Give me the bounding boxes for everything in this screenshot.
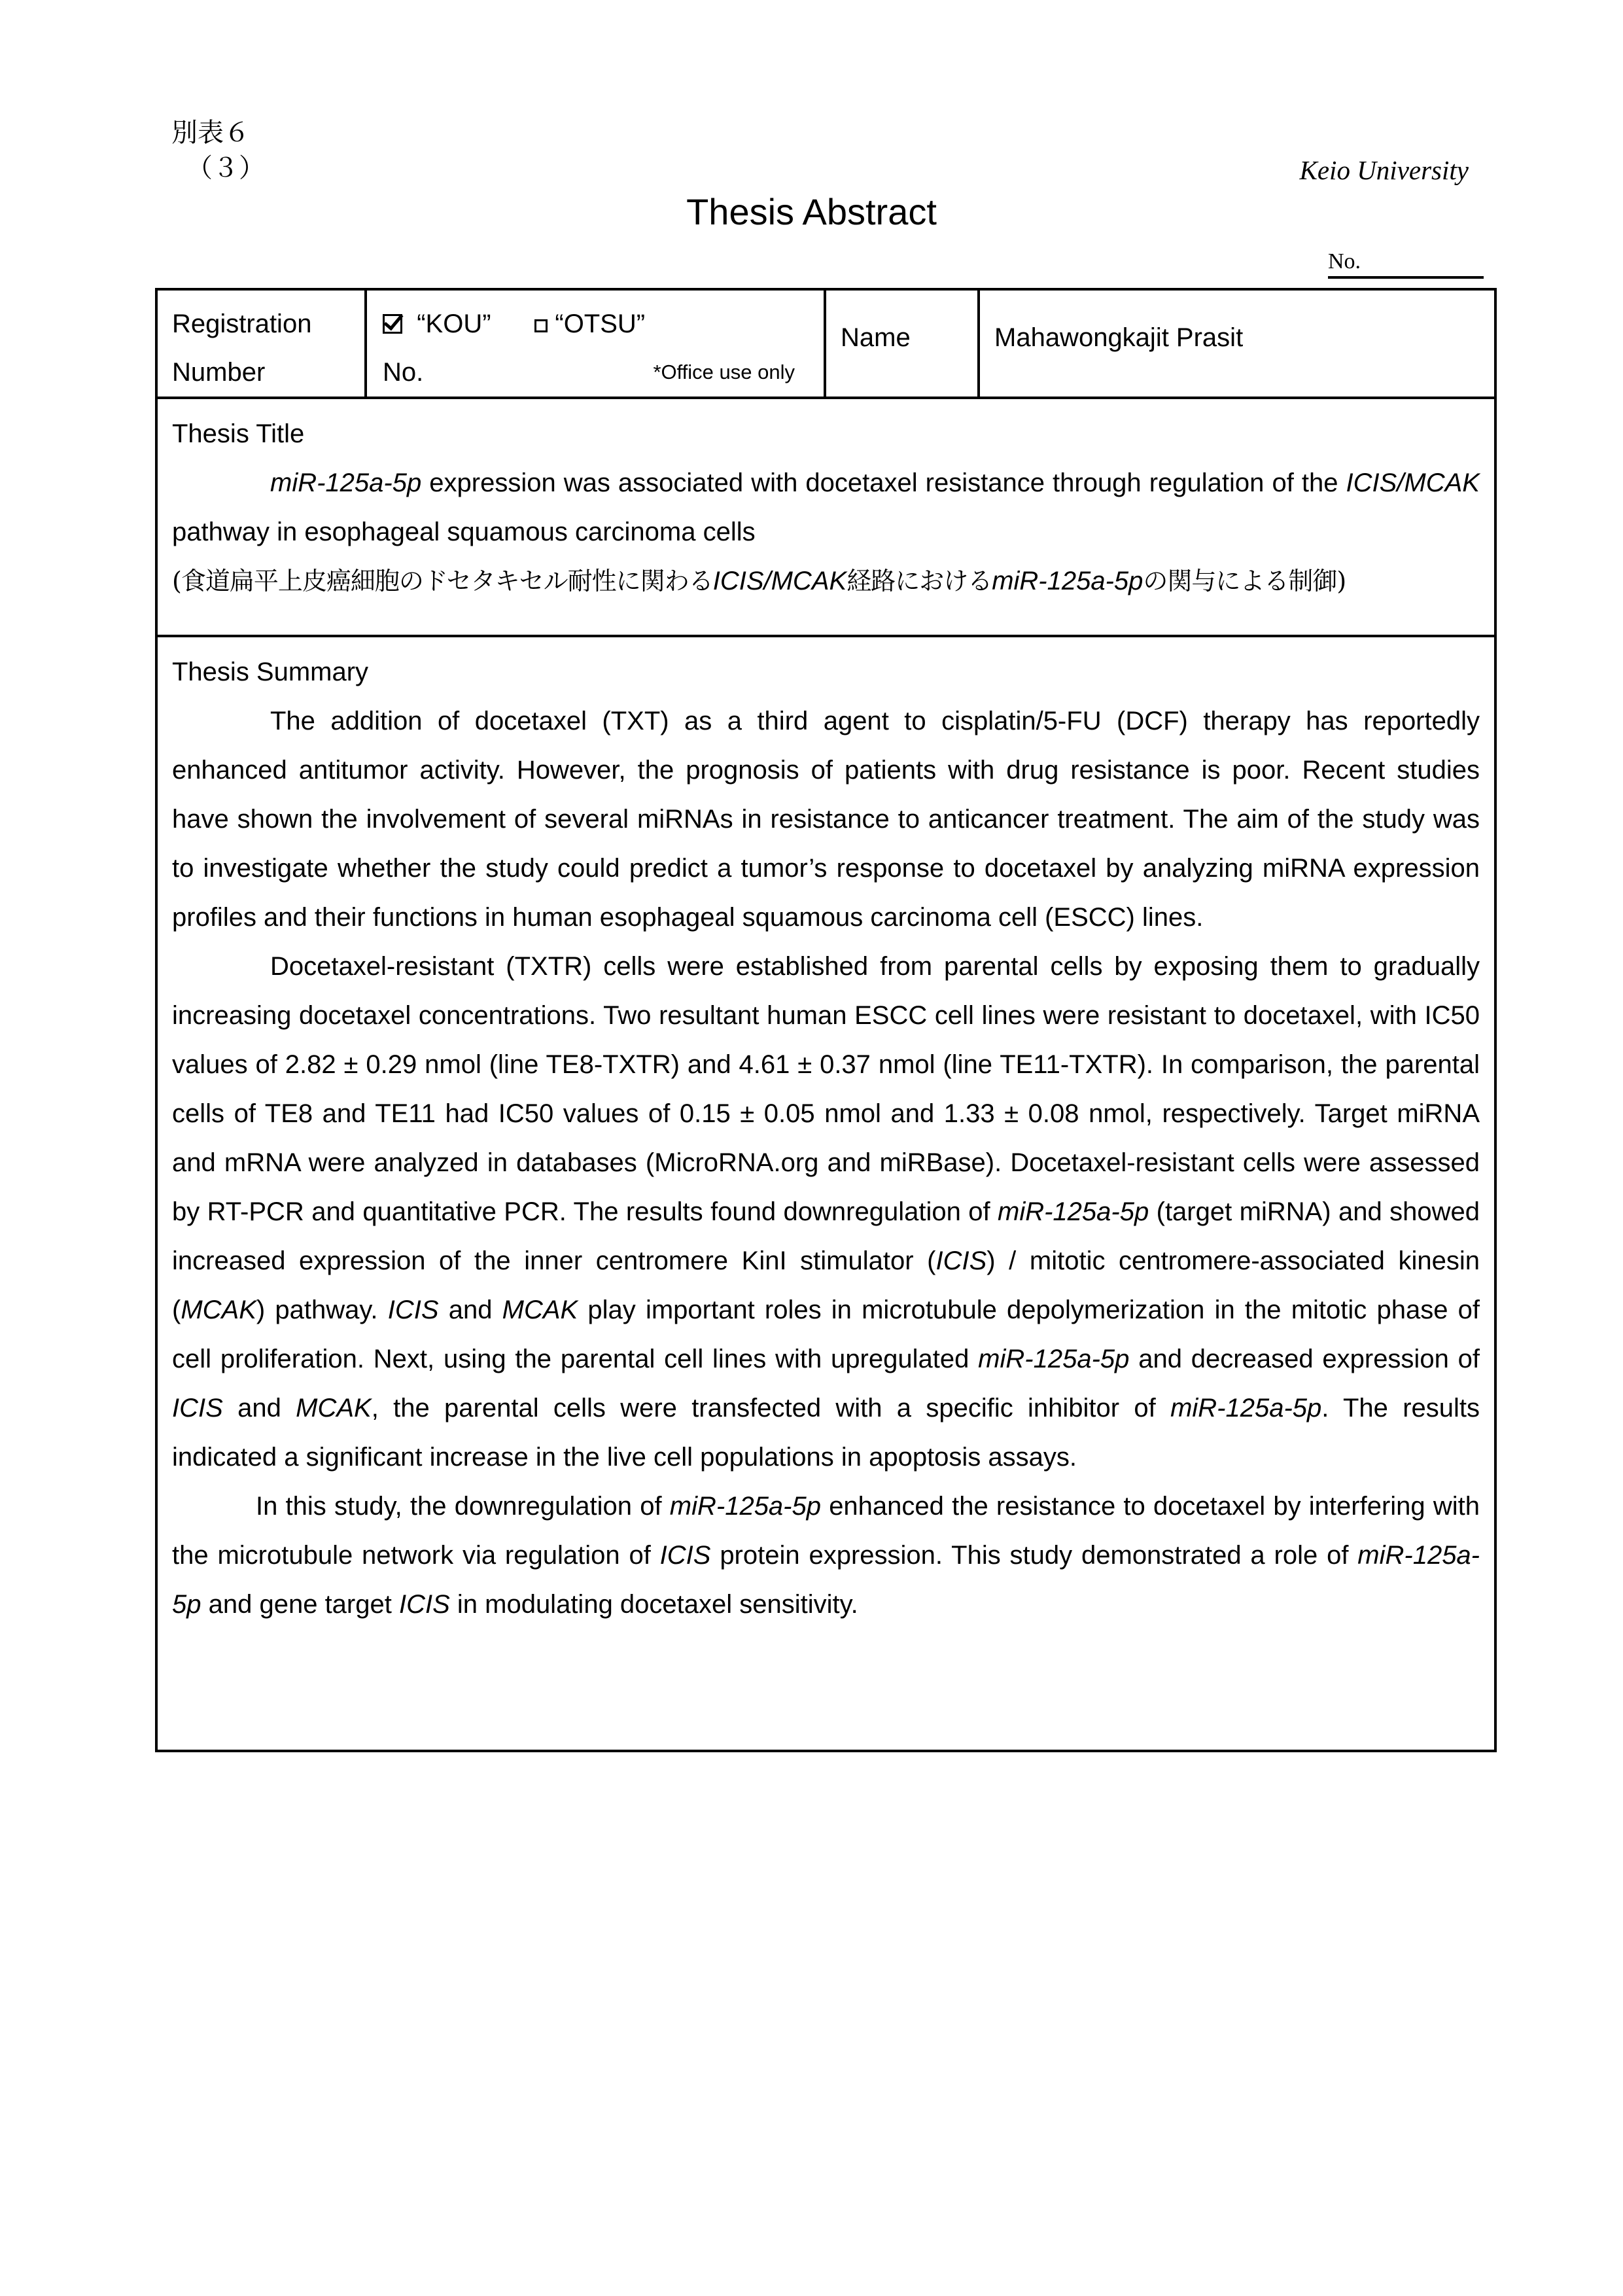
title-text: expression was associated with docetaxel resistance through regulation of the xyxy=(421,468,1346,497)
text: Docetaxel-resistant (TXTR) cells were established from parental cells by exposing them to gradually increasing docetaxel concentrations. Two resultant human ESCC cell lines were resistant to docetaxel, with IC50 values of 2.82 ± 0.29 nmol (line TE8-TXTR) and 4.61 ± 0.37 nmol (line TE11-TXTR). In comparison, the parental cells of TE8 and TE11 had IC50 values of 0.15 ± 0.05 nmol and 1.33 ± 0.08 nmol, respectively. Target miRNA and mRNA were analyzed in databases (MicroRNA.org and miRBase). Docetaxel-resistant cells were assessed by RT-PCR and quantitative PCR. The results found downregulation of xyxy=(172,952,1480,1226)
kou-label: “KOU” xyxy=(417,309,491,338)
thesis-title-row xyxy=(156,398,1495,636)
university-name: Keio University xyxy=(1299,155,1469,185)
kou-checkbox-checked-icon[interactable] xyxy=(383,314,402,334)
registration-label-line1: Registration xyxy=(172,309,312,338)
document-title: Thesis Abstract xyxy=(686,191,937,232)
name-label-cell xyxy=(825,289,979,398)
gene-name: ICIS xyxy=(398,1590,450,1619)
name-value: Mahawongkajit Prasit xyxy=(994,323,1244,352)
title-jp-text: の関与による制御) xyxy=(1143,567,1346,595)
document-number-field[interactable] xyxy=(1328,247,1484,279)
text: protein expression. This study demonstrated a role of xyxy=(710,1541,1358,1570)
registration-value-cell xyxy=(366,289,825,398)
name-label: Name xyxy=(841,323,911,352)
gene-name: ICIS xyxy=(172,1394,223,1422)
text: In this study, the downregulation of xyxy=(256,1492,670,1521)
pathway-name: ICIS/MCAK xyxy=(1346,468,1480,497)
gene-name: miR-125a-5p xyxy=(992,567,1143,595)
gene-name: MCAK xyxy=(296,1394,372,1422)
gene-name: miR-125a-5p xyxy=(669,1492,821,1521)
pathway-name: ICIS/MCAK xyxy=(712,567,847,595)
gene-name: miR-125a-5p xyxy=(270,468,422,497)
text: and decreased expression of xyxy=(1129,1345,1480,1373)
gene-name: miR-125a-5p xyxy=(978,1345,1130,1373)
text: ) pathway. xyxy=(256,1296,388,1324)
thesis-summary-label: Thesis Summary xyxy=(172,658,369,686)
summary-paragraph-1: The addition of docetaxel (TXT) as a third agent to cisplatin/5-FU (DCF) therapy has reportedly enhanced antitumor activity. However, the prognosis of patients with drug resistance is poor. Recent studies have shown the involvement of several miRNAs in resistance to anticancer treatment. The aim of the study was to investigate whether the study could predict a tumor’s response to docetaxel by analyzing miRNA expression profiles and their functions in human esophageal squamous carcinoma cell (ESCC) lines. xyxy=(172,707,1480,932)
title-jp-text: 経路における xyxy=(846,567,992,595)
thesis-title-cell xyxy=(156,398,1495,636)
gene-name: miR-125a-5p xyxy=(172,1541,1480,1619)
title-text: pathway in esophageal squamous carcinoma cells xyxy=(172,518,756,546)
thesis-summary-row xyxy=(156,636,1495,1751)
text: . The results indicated a significant increase in the live cell populations in apoptosis assays. xyxy=(172,1394,1480,1472)
gene-name: MCAK xyxy=(502,1296,578,1324)
text: and gene target xyxy=(201,1590,399,1619)
text: enhanced the resistance to docetaxel by interfering with the microtubule network via regulation of xyxy=(172,1492,1480,1570)
registration-row xyxy=(156,289,1495,398)
title-jp-text: (食道扁平上皮癌細胞のドセタキセル耐性に関わる xyxy=(172,567,713,595)
text: and xyxy=(438,1296,502,1324)
thesis-title-english xyxy=(172,459,1480,557)
text: play important roles in microtubule depolymerization in the mitotic phase of cell proliferation. Next, using the parental cell lines with upregulated xyxy=(172,1296,1480,1373)
registration-label-line2: Number xyxy=(172,358,266,387)
document-number-label: No. xyxy=(1328,249,1361,274)
form-subnumber: （３） xyxy=(186,153,265,183)
text: in modulating docetaxel sensitivity. xyxy=(449,1590,858,1619)
abstract-form-table xyxy=(155,288,1497,1752)
otsu-checkbox-icon[interactable] xyxy=(534,319,548,332)
name-value-cell xyxy=(979,289,1495,398)
registration-label-cell xyxy=(156,289,366,398)
registration-no-label: No. xyxy=(383,358,424,387)
gene-name: MCAK xyxy=(181,1296,256,1324)
gene-name: miR-125a-5p xyxy=(1170,1394,1322,1422)
text: (target miRNA) and showed increased expression of the inner centromere KinI stimulator ( xyxy=(172,1197,1480,1275)
thesis-title-label: Thesis Title xyxy=(172,419,305,448)
form-number: 別表６ xyxy=(171,118,250,148)
text: , the parental cells were transfected with a specific inhibitor of xyxy=(371,1394,1171,1422)
thesis-summary-cell xyxy=(156,636,1495,1751)
text: ) / mitotic centromere-associated kinesin ( xyxy=(172,1246,1480,1324)
otsu-label: “OTSU” xyxy=(555,309,646,338)
gene-name: ICIS xyxy=(387,1296,439,1324)
office-use-note: *Office use only xyxy=(653,361,795,383)
gene-name: miR-125a-5p xyxy=(998,1197,1149,1226)
summary-paragraph-3 xyxy=(172,1482,1480,1629)
text: and xyxy=(222,1394,296,1422)
gene-name: ICIS xyxy=(935,1246,987,1275)
summary-paragraph-2 xyxy=(172,942,1480,1482)
gene-name: ICIS xyxy=(659,1541,711,1570)
registration-type-options xyxy=(367,291,824,348)
registration-number-field[interactable] xyxy=(367,348,824,397)
thesis-title-japanese xyxy=(172,557,1480,606)
